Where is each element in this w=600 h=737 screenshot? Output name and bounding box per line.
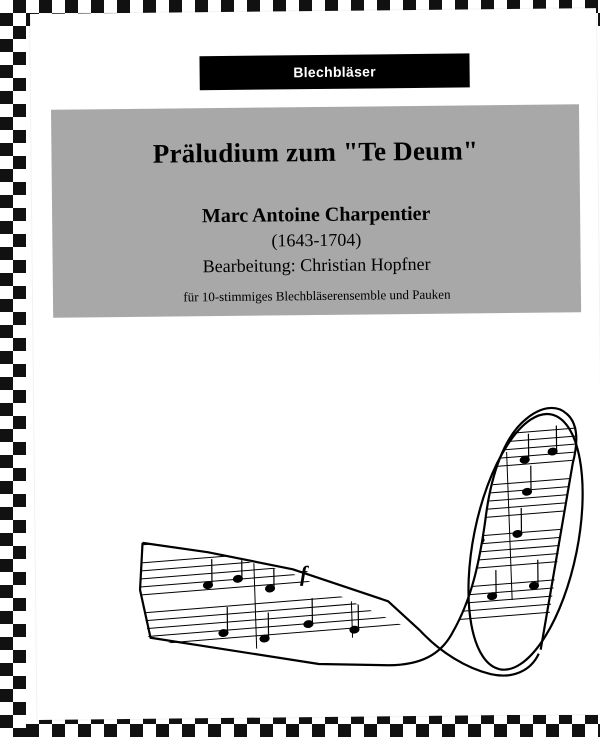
dynamic-marking-forte: f (299, 561, 308, 587)
arranger-credit: Bearbeitung: Christian Hopfner (202, 253, 431, 277)
composer-name: Marc Antoine Charpentier (201, 202, 431, 228)
series-label: Blechbläser (293, 63, 377, 81)
title-block (51, 104, 581, 318)
checkerboard-border-left (0, 0, 26, 737)
scoring-description: für 10-stimmiges Blechbläserensemble und Pauken (183, 286, 451, 305)
page-title: Präludium zum "Te Deum" (152, 135, 479, 169)
composer-dates: (1643-1704) (271, 229, 362, 251)
trumpet-bell-icon (86, 363, 589, 688)
cover-sheet (30, 8, 600, 720)
series-band (199, 53, 469, 90)
artwork-label (89, 688, 90, 689)
